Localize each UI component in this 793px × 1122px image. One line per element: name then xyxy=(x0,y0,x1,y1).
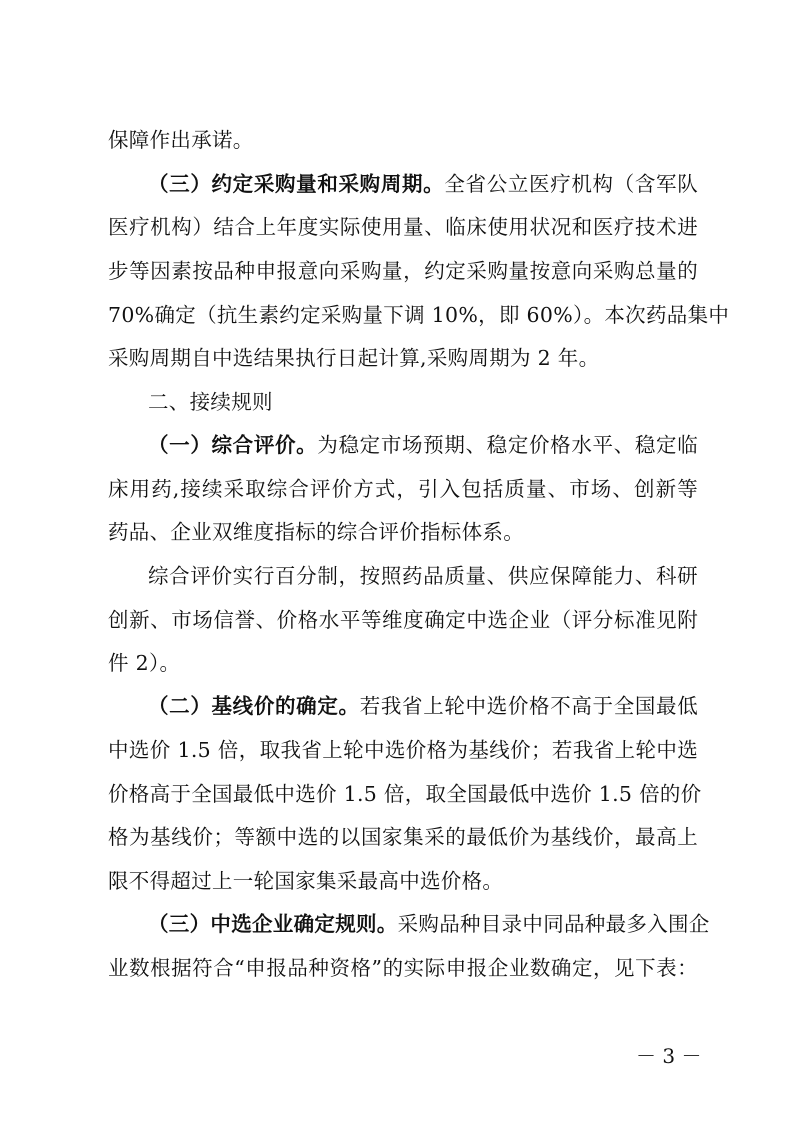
paragraph-line xyxy=(108,126,698,154)
paragraph-line: 中选价 1.5 倍，取我省上轮中选价格为基线价；若我省上轮中选 xyxy=(108,738,698,762)
paragraph-line xyxy=(148,692,698,720)
paragraph-line xyxy=(148,170,698,198)
text-span: 若我省上轮中选价格不高于全国最低 xyxy=(359,694,698,718)
text-span: 保障作出承诺。 xyxy=(108,128,254,152)
paragraph-line xyxy=(148,910,710,938)
text-span: 采购品种目录中同品种最多入围企 xyxy=(397,912,710,936)
page-number: － 3 － xyxy=(636,1044,702,1068)
paragraph-line xyxy=(148,431,698,459)
paragraph-line: 创新、市场信誉、价格水平等维度确定中选企业（评分标准见附 xyxy=(108,608,698,632)
section-title: （三）中选企业确定规则。 xyxy=(148,912,398,936)
section-title: （二）基线价的确定。 xyxy=(148,694,360,718)
paragraph-line: 医疗机构）结合上年度实际使用量、临床使用状况和医疗技术进 xyxy=(108,215,698,239)
paragraph-line: 限不得超过上一轮国家集采最高中选价格。 xyxy=(108,869,504,893)
paragraph-line: 床用药,接续采取综合评价方式，引入包括质量、市场、创新等 xyxy=(108,477,698,501)
paragraph-line: 步等因素按品种申报意向采购量，约定采购量按意向采购总量的 xyxy=(108,259,698,283)
paragraph-line: 价格高于全国最低中选价 1.5 倍，取全国最低中选价 1.5 倍的价 xyxy=(108,782,702,806)
paragraph-line: 综合评价实行百分制，按照药品质量、供应保障能力、科研 xyxy=(148,564,698,588)
paragraph-line: 药品、企业双维度指标的综合评价指标体系。 xyxy=(108,520,524,544)
section-heading: 二、接续规则 xyxy=(148,390,273,414)
text-span: 全省公立医疗机构（含军队 xyxy=(444,172,699,196)
paragraph-line: 70%确定（抗生素约定采购量下调 10%，即 60%）。本次药品集中 xyxy=(108,303,730,327)
section-title: （一）综合评价。 xyxy=(148,433,318,457)
paragraph-line: 格为基线价；等额中选的以国家集采的最低价为基线价，最高上 xyxy=(108,825,698,849)
paragraph-line: 采购周期自中选结果执行日起计算,采购周期为 2 年。 xyxy=(108,346,600,370)
text-span: 为稳定市场预期、稳定价格水平、稳定临 xyxy=(317,433,698,457)
paragraph-line: 业数根据符合“申报品种资格”的实际申报企业数确定，见下表： xyxy=(108,956,698,980)
section-title: （三）约定采购量和采购周期。 xyxy=(148,172,445,196)
paragraph-line: 件 2）。 xyxy=(108,651,181,675)
